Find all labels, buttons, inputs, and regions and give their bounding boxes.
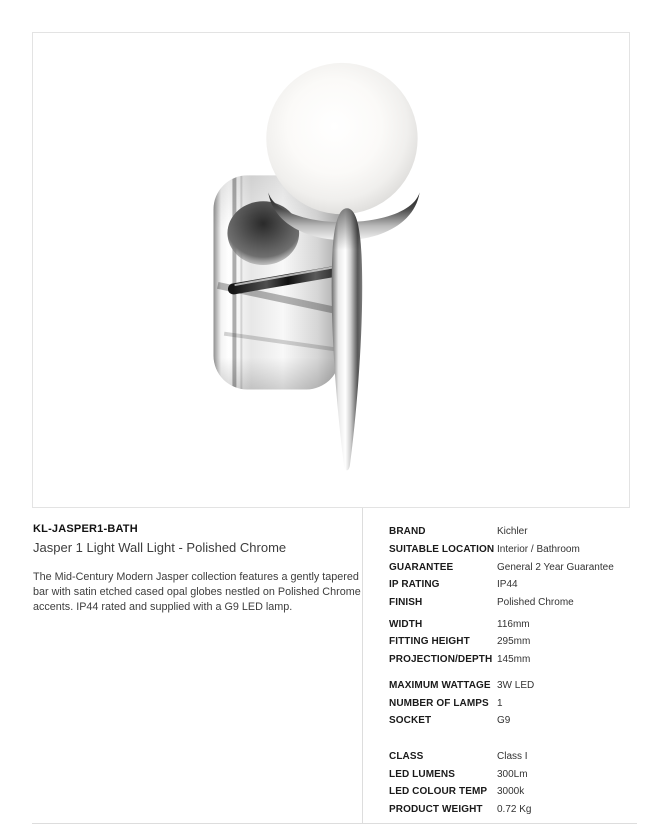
spec-row bbox=[389, 594, 639, 612]
product-title: Jasper 1 Light Wall Light - Polished Chrome bbox=[33, 540, 287, 555]
spec-value: IP44 bbox=[497, 579, 518, 591]
spec-label: WIDTH bbox=[389, 618, 423, 630]
spec-value: 3000k bbox=[497, 786, 525, 798]
spec-group-dimensions bbox=[389, 615, 639, 668]
spec-value: 3W LED bbox=[497, 679, 535, 691]
spec-label: PRODUCT WEIGHT bbox=[389, 803, 483, 815]
product-image-box bbox=[32, 32, 630, 508]
spec-label: BRAND bbox=[389, 526, 426, 538]
spec-row bbox=[389, 523, 639, 541]
column-divider bbox=[362, 508, 363, 823]
spec-value: 145mm bbox=[497, 654, 531, 666]
spec-value: Polished Chrome bbox=[497, 597, 574, 609]
spec-label: SOCKET bbox=[389, 715, 432, 727]
spec-label: LED COLOUR TEMP bbox=[389, 786, 488, 798]
spec-row bbox=[389, 801, 639, 819]
spec-group-electrical bbox=[389, 748, 639, 819]
spec-row bbox=[389, 677, 639, 695]
spec-row bbox=[389, 651, 639, 669]
spec-row bbox=[389, 558, 639, 576]
spec-row bbox=[389, 712, 639, 730]
spec-table bbox=[389, 523, 639, 822]
spec-value: G9 bbox=[497, 715, 511, 727]
lamp-globe bbox=[266, 63, 417, 214]
spec-value: 300Lm bbox=[497, 768, 528, 780]
spec-value: 116mm bbox=[497, 618, 530, 630]
spec-row bbox=[389, 765, 639, 783]
bottom-divider bbox=[32, 823, 637, 824]
spec-label: SUITABLE LOCATION bbox=[389, 544, 495, 556]
spec-row bbox=[389, 748, 639, 766]
spec-label: FITTING HEIGHT bbox=[389, 636, 470, 648]
product-summary bbox=[33, 523, 365, 616]
spec-row bbox=[389, 576, 639, 594]
spec-value: Interior / Bathroom bbox=[497, 544, 580, 556]
spec-value: 1 bbox=[497, 697, 503, 709]
product-description: The Mid-Century Modern Jasper collection features a gently tapered bar with satin etched cased opal globes nestled on Polished Chrome accents. IP44 rated and supplied with a G9 LED lamp. bbox=[33, 571, 361, 614]
product-image bbox=[33, 33, 629, 507]
spec-group-lamping bbox=[389, 677, 639, 730]
spec-value: General 2 Year Guarantee bbox=[497, 561, 614, 573]
spec-value: 295mm bbox=[497, 636, 531, 648]
spec-value: Kichler bbox=[497, 526, 528, 538]
lamp-spike bbox=[332, 208, 363, 470]
spec-row bbox=[389, 541, 639, 559]
spec-label: IP RATING bbox=[389, 579, 440, 591]
spec-label: CLASS bbox=[389, 750, 424, 762]
spec-label: GUARANTEE bbox=[389, 561, 454, 573]
spec-label: MAXIMUM WATTAGE bbox=[389, 679, 491, 691]
product-code: KL-JASPER1-BATH bbox=[33, 523, 138, 535]
spec-group-general bbox=[389, 523, 639, 611]
spec-label: PROJECTION/DEPTH bbox=[389, 654, 493, 666]
spec-value: 0.72 Kg bbox=[497, 803, 532, 815]
spec-label: LED LUMENS bbox=[389, 768, 455, 780]
spec-row bbox=[389, 633, 639, 651]
spec-value: Class I bbox=[497, 750, 528, 762]
spec-label: FINISH bbox=[389, 597, 423, 609]
spec-row bbox=[389, 783, 639, 801]
spec-label: NUMBER OF LAMPS bbox=[389, 697, 489, 709]
spec-row bbox=[389, 615, 639, 633]
spec-row bbox=[389, 694, 639, 712]
